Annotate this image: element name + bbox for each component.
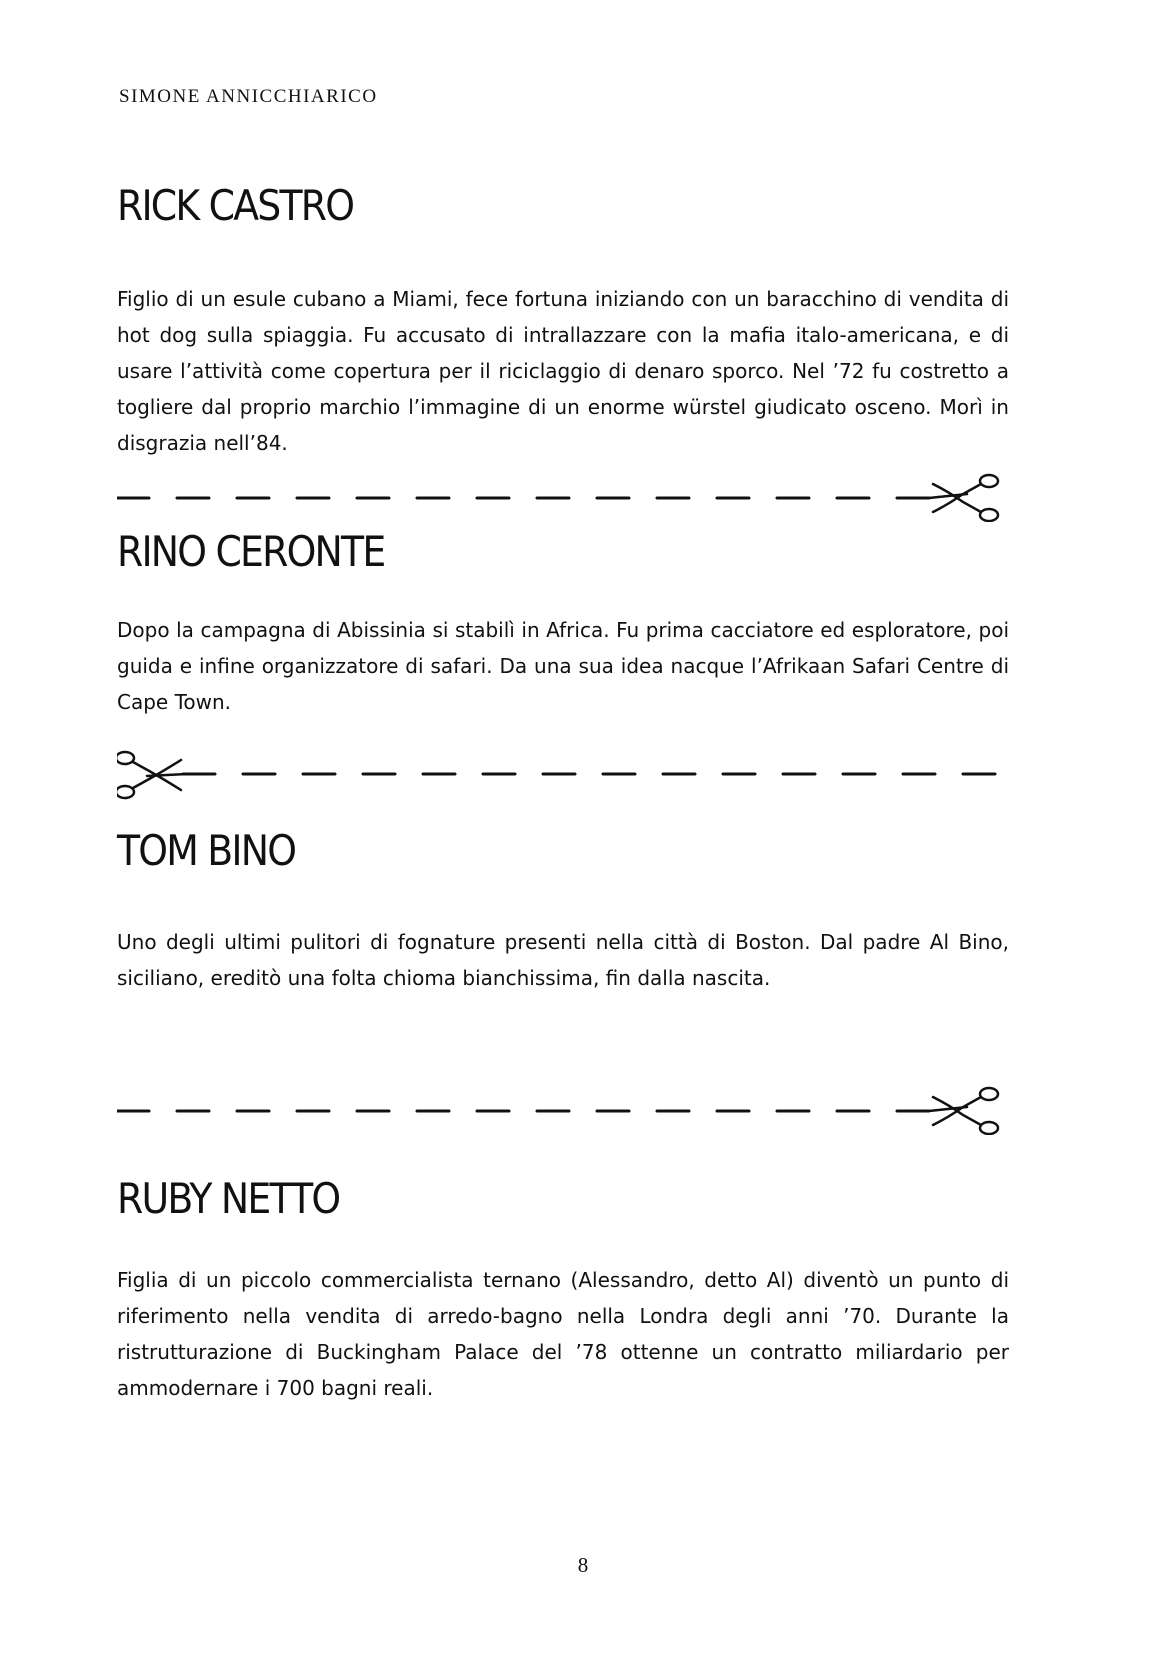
entry-body-ruby-netto: Figlia di un piccolo commercialista ternano (Alessandro, detto Al) diventò un punto di riferimento nella vendita di arredo-bagno nella Londra degli anni ’70. Durante la ristrutturazione di Buckingham Palace del ’78 ottenne un contratto miliardario per ammodernare i 700 bagni reali. [117, 1268, 1009, 1400]
cut-line-2 [117, 750, 1009, 800]
entry-body-tom-bino: Uno degli ultimi pulitori di fognature presenti nella città di Boston. Dal padre Al Bino, siciliano, ereditò una folta chioma bianchissima, fin dalla nascita. [117, 930, 1009, 990]
entry-title-tom-bino: TOM BINO [117, 826, 296, 875]
cut-line-3 [117, 1085, 1009, 1135]
entry-title-rick-castro: RICK CASTRO [117, 181, 354, 230]
entry-title-ruby-netto: RUBY NETTO [117, 1174, 340, 1223]
entry-body-rick-castro: Figlio di un esule cubano a Miami, fece fortuna iniziando con un baracchino di vendita di hot dog sulla spiaggia. Fu accusato di intrallazzare con la mafia italo-americana, e di usare l’attività come copertura per il riciclaggio di denaro sporco. Nel ’72 fu costretto a togliere dal proprio marchio l’immagine di un enorme würstel giudicato osceno. Morì in disgrazia nell’84. [117, 287, 1009, 455]
scissors-icon [929, 475, 998, 521]
cut-line-1 [117, 472, 1009, 522]
running-header-author: SIMONE ANNICCHIARICO [119, 86, 378, 107]
scissors-icon [929, 1088, 998, 1134]
scissors-icon [117, 752, 187, 798]
entry-body-rino-ceronte: Dopo la campagna di Abissinia si stabilì in Africa. Fu prima cacciatore ed esploratore, poi guida e infine organizzatore di safari. Da una sua idea nacque l’Afrikaan Safari Centre di Cape Town. [117, 618, 1009, 714]
entry-title-rino-ceronte: RINO CERONTE [117, 527, 385, 576]
page-number: 8 [577, 1553, 589, 1577]
